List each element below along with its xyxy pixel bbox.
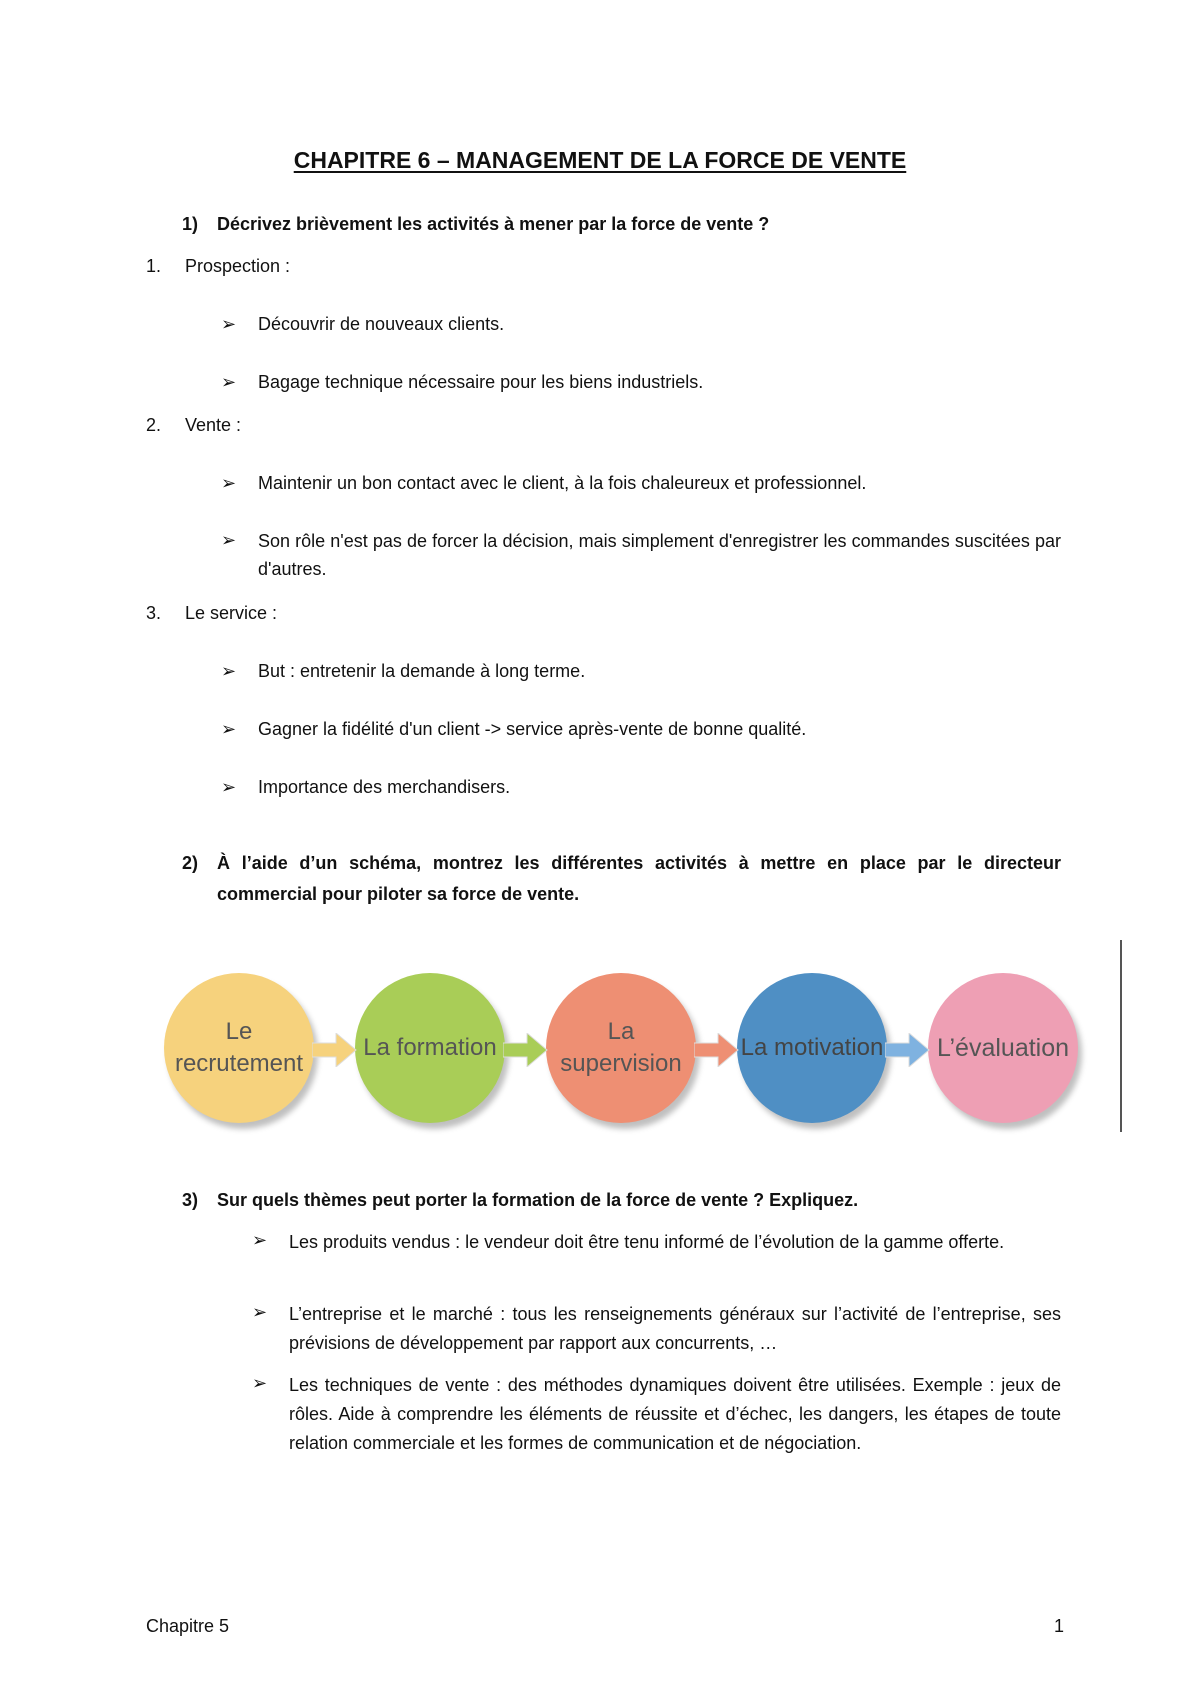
list-number: 3.	[146, 603, 162, 623]
page-number: 1	[1054, 1616, 1065, 1636]
arrow-bullet-icon: ➢	[221, 473, 237, 493]
step-label: La formation	[363, 1034, 497, 1061]
arrow-right-icon	[503, 1033, 549, 1067]
arrow-bullet-icon: ➢	[252, 1373, 268, 1393]
arrow-bullet-icon: ➢	[221, 777, 237, 797]
arrow-right-icon	[312, 1033, 358, 1067]
footer-chapter: Chapitre 5	[146, 1616, 230, 1636]
page-title: CHAPITRE 6 – MANAGEMENT DE LA FORCE DE VENTE	[293, 147, 907, 173]
document-page: CHAPITRE 6 – MANAGEMENT DE LA FORCE DE VENTE 1) Décrivez brièvement les activités à mener par la force de vente ? 1. Prospection : ➢ Découvrir de nouveaux clients. ➢ Bagage technique nécessaire pour les biens industriels. 2. Vente : ➢ Maintenir un bon contact avec le client, à la fois chaleureux et professionnel. ➢ Son rôle n'est pas de forcer la décision, mais simplement d'enregistrer les commandes suscitées par d'autres. 3. Le service : ➢ But : entretenir la demande à long terme. ➢ Gagner la fidélité d'un client -> service après-vente de bonne qualité. ➢ Importance des merchandisers. 2) À l’aide d’un schéma, montrez les différentes activités à mettre en place par le directeur commercial pour piloter sa force de vente. Le recrutement La formation La supervision La motivation L’évaluation 3) Sur quels thèmes peut porter la formation de la force de vente ? Expliquez. ➢ Les produits vendus : le vendeur doit être tenu informé de l’évolution de la gamme offerte. ➢ L’entreprise et le marché : tous les renseignements généraux sur l’activité de l’entreprise, ses prévisions de développement par rapport aux concurrents, … ➢ Les techniques de vente : des méthodes dynamiques doivent être utilisées. Exemple : jeux de rôles. Aide à comprendre les éléments de réussite et d’échec, les dangers, les étapes de toute relation commerciale et les formes de communication et de négociation. Chapitre 5 1	[0, 0, 1200, 1698]
arrow-bullet-icon: ➢	[221, 719, 237, 739]
arrow-bullet-icon: ➢	[221, 661, 237, 681]
question-number: 1)	[182, 214, 199, 234]
question-text: Sur quels thèmes peut porter la formation de la force de vente ? Expliquez.	[217, 1190, 859, 1210]
step-label: Le recrutement	[174, 1018, 304, 1077]
list-number: 2.	[146, 415, 162, 435]
arrow-bullet-icon: ➢	[252, 1302, 268, 1322]
arrow-bullet-icon: ➢	[221, 530, 237, 550]
question-text: Décrivez brièvement les activités à mener par la force de vente ?	[217, 214, 770, 234]
process-diagram	[160, 963, 1080, 1133]
question-number: 3)	[182, 1190, 199, 1210]
question-number: 2)	[182, 853, 199, 873]
arrow-bullet-icon: ➢	[252, 1230, 268, 1250]
step-label: La supervision	[560, 1018, 682, 1077]
arrow-bullet-icon: ➢	[221, 372, 237, 392]
list-label-vente: Vente :	[185, 415, 242, 435]
arrow-right-icon	[694, 1033, 740, 1067]
margin-line	[1120, 940, 1122, 1132]
step-label: La motivation	[740, 1034, 884, 1061]
arrow-right-icon	[885, 1033, 931, 1067]
step-label: L’évaluation	[936, 1034, 1070, 1062]
list-number: 1.	[146, 256, 162, 276]
arrow-bullet-icon: ➢	[221, 314, 237, 334]
question-text: À l’aide d’un schéma, montrez les différentes activités à mettre en place par le directeur commercial pour piloter sa force de vente.	[217, 853, 1061, 904]
list-label-service: Le service :	[185, 603, 278, 623]
list-label-prospection: Prospection :	[185, 256, 291, 276]
